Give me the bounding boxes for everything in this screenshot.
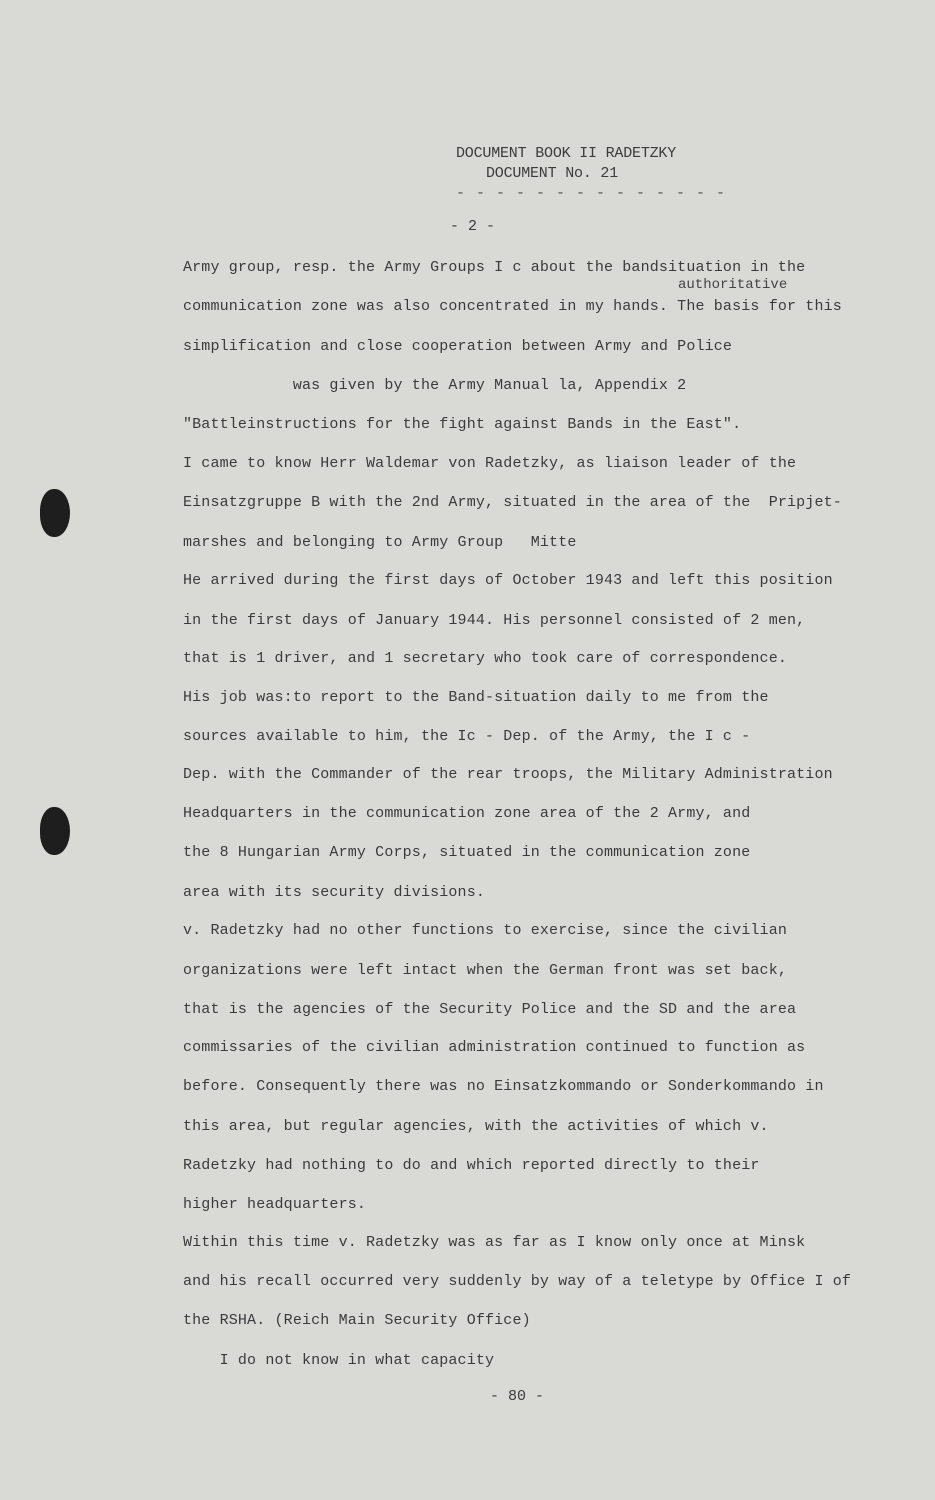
body-line: Einsatzgruppe B with the 2nd Army, situated in the area of the Pripjet- bbox=[183, 494, 842, 511]
body-line: He arrived during the first days of October 1943 and left this position bbox=[183, 572, 833, 589]
body-line: that is 1 driver, and 1 secretary who took care of correspondence. bbox=[183, 650, 787, 667]
body-line: His job was:to report to the Band-situation daily to me from the bbox=[183, 689, 769, 706]
page-number: - 2 - bbox=[450, 218, 496, 235]
document-number: DOCUMENT No. 21 bbox=[486, 165, 619, 182]
body-line: Dep. with the Commander of the rear troops, the Military Administration bbox=[183, 766, 833, 783]
body-line: was given by the Army Manual la, Appendix 2 bbox=[183, 377, 687, 394]
body-line: in the first days of January 1944. His personnel consisted of 2 men, bbox=[183, 612, 806, 629]
document-book-title: DOCUMENT BOOK II RADETZKY bbox=[456, 145, 677, 162]
body-line: commissaries of the civilian administration continued to function as bbox=[183, 1039, 806, 1056]
body-line: simplification and close cooperation between Army and Police bbox=[183, 338, 733, 355]
body-line: area with its security divisions. bbox=[183, 884, 485, 901]
body-line: the RSHA. (Reich Main Security Office) bbox=[183, 1312, 531, 1329]
body-line: Within this time v. Radetzky was as far as I know only once at Minsk bbox=[183, 1234, 806, 1251]
body-line: communication zone was also concentrated in my hands. The basis for this bbox=[183, 298, 842, 315]
body-line: and his recall occurred very suddenly by way of a teletype by Office I of bbox=[183, 1273, 852, 1290]
body-line: sources available to him, the Ic - Dep. of the Army, the I c - bbox=[183, 728, 751, 745]
body-line: Headquarters in the communication zone area of the 2 Army, and bbox=[183, 805, 751, 822]
punch-hole-upper bbox=[40, 489, 70, 537]
body-line: I do not know in what capacity bbox=[183, 1352, 495, 1369]
body-line: Radetzky had nothing to do and which reported directly to their bbox=[183, 1157, 760, 1174]
footer-page-number: - 80 - bbox=[490, 1388, 545, 1405]
handwritten-insertion: authoritative bbox=[678, 277, 788, 293]
body-line: organizations were left intact when the German front was set back, bbox=[183, 962, 787, 979]
body-line: this area, but regular agencies, with the activities of which v. bbox=[183, 1118, 769, 1135]
body-line: Army group, resp. the Army Groups I c about the bandsituation in the bbox=[183, 259, 806, 276]
body-line: higher headquarters. bbox=[183, 1196, 367, 1213]
body-line: I came to know Herr Waldemar von Radetzky, as liaison leader of the bbox=[183, 455, 797, 472]
body-line: before. Consequently there was no Einsatzkommando or Sonderkommando in bbox=[183, 1078, 824, 1095]
heading-rule: - - - - - - - - - - - - - - bbox=[456, 185, 727, 202]
body-line: that is the agencies of the Security Police and the SD and the area bbox=[183, 1001, 797, 1018]
body-line: the 8 Hungarian Army Corps, situated in the communication zone bbox=[183, 844, 751, 861]
body-line: v. Radetzky had no other functions to exercise, since the civilian bbox=[183, 922, 787, 939]
document-heading bbox=[456, 144, 726, 204]
body-line: marshes and belonging to Army Group Mitte bbox=[183, 534, 577, 551]
body-line: "Battleinstructions for the fight against Bands in the East". bbox=[183, 416, 742, 433]
punch-hole-lower bbox=[40, 807, 70, 855]
